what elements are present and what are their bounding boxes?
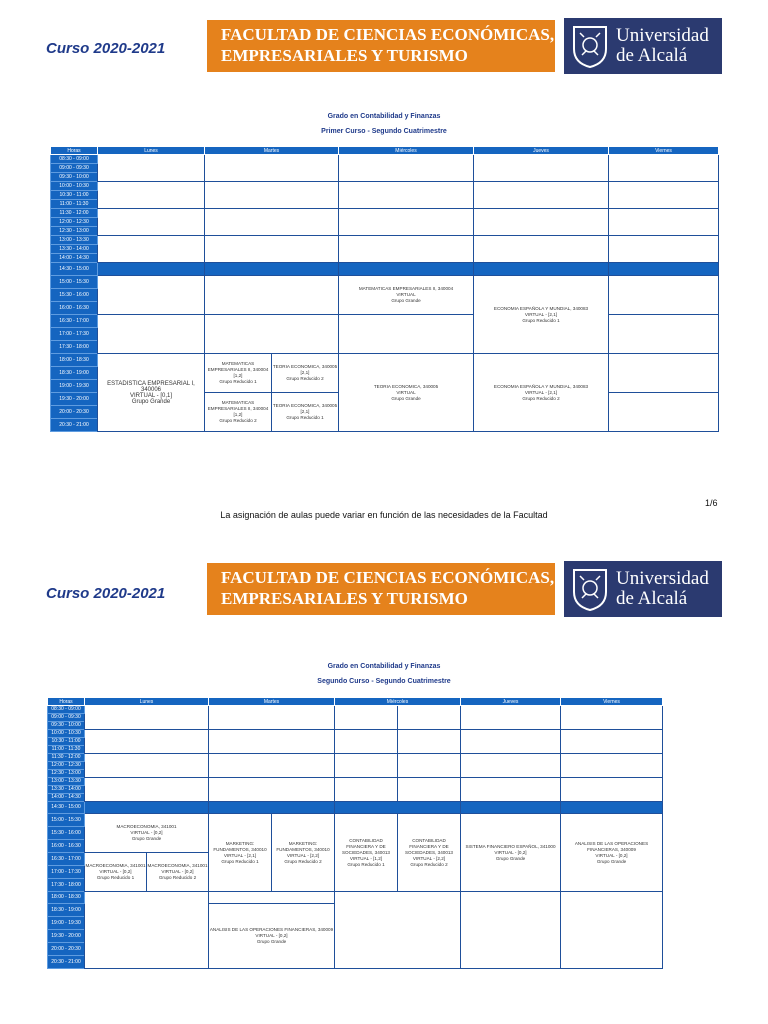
hour-cell: 20:30 - 21:00: [48, 956, 85, 969]
university-crest-icon: [570, 566, 610, 612]
class-block: ANALISIS DE LAS OPERACIONES FINANCIERAS, 340009 VIRTUAL - [0,2] Grupo Grande: [209, 904, 335, 969]
hour-cell: 12:30 - 13:00: [48, 770, 85, 778]
col-viernes: Viernes: [609, 147, 719, 155]
hour-cell: 20:30 - 21:00: [51, 419, 98, 432]
hour-cell: 17:00 - 17:30: [48, 866, 85, 879]
hour-cell: 11:30 - 12:00: [51, 209, 98, 218]
hour-cell: 17:30 - 18:00: [51, 341, 98, 354]
hour-cell: 18:30 - 19:00: [48, 904, 85, 917]
course-year: Curso 2020-2021: [46, 585, 166, 602]
hour-cell: 09:00 - 09:30: [51, 164, 98, 173]
hour-cell: 09:00 - 09:30: [48, 714, 85, 722]
hour-cell: 11:00 - 11:30: [48, 746, 85, 754]
hour-cell: 14:00 - 14:30: [48, 794, 85, 802]
class-block: SISTEMA FINANCIERO ESPAÑOL, 341000 VIRTUAL - [0,2] Grupo Grande: [461, 814, 561, 892]
hour-cell: 15:30 - 16:00: [51, 289, 98, 302]
hour-cell: 15:00 - 15:30: [51, 276, 98, 289]
faculty-line-1: FACULTAD DE CIENCIAS ECONÓMICAS,: [221, 25, 555, 44]
class-block: TEORIA ECONOMICA, 340005 VIRTUAL Grupo Grande: [339, 354, 474, 432]
col-lunes: Lunes: [98, 147, 205, 155]
university-logo: [564, 561, 722, 617]
hour-cell: 09:30 - 10:00: [48, 722, 85, 730]
class-block: ECONOMIA ESPAÑOLA Y MUNDIAL, 340083 VIRTUAL - [2,1] Grupo Reducido 2: [474, 354, 609, 432]
hour-cell: 14:30 - 15:00: [51, 263, 98, 276]
hour-cell: 18:00 - 18:30: [51, 354, 98, 367]
hour-cell: 19:30 - 20:00: [51, 393, 98, 406]
class-block: TEORIA ECONOMICA, 340005 [2,1] Grupo Reducido 1: [272, 393, 339, 432]
hour-cell: 19:00 - 19:30: [51, 380, 98, 393]
hour-cell: 19:00 - 19:30: [48, 917, 85, 930]
class-block: MACROECONOMIA, 341001 VIRTUAL - [0,2] Grupo Reducido 2: [147, 853, 209, 892]
course-year: Curso 2020-2021: [46, 40, 166, 57]
hour-cell: 12:00 - 12:30: [51, 218, 98, 227]
course-subtitle: Segundo Curso - Segundo Cuatrimestre: [317, 678, 451, 685]
footer-note: La asignación de aulas puede variar en función de las necesidades de la Facultad: [220, 510, 548, 520]
class-block: MATEMATICAS EMPRESARIALES II, 340004 VIRTUAL Grupo Grande: [339, 276, 474, 315]
degree-title: Grado en Contabilidad y Finanzas: [327, 113, 441, 120]
header-row: [48, 698, 663, 706]
university-name-1: Universidad: [616, 568, 709, 589]
schedule-table: [47, 697, 663, 969]
col-viernes: Viernes: [561, 698, 663, 706]
hour-cell: 16:00 - 16:30: [48, 840, 85, 853]
class-block: ECONOMIA ESPAÑOLA Y MUNDIAL, 340083 VIRTUAL - [2,1] Grupo Reducido 1: [474, 276, 609, 354]
university-name-1: Universidad: [616, 25, 709, 46]
hour-cell: 13:30 - 14:00: [51, 245, 98, 254]
faculty-line-2: EMPRESARIALES Y TURISMO: [221, 46, 468, 65]
col-jueves: Jueves: [474, 147, 609, 155]
class-block: CONTABILIDAD FINANCIERA Y DE SOCIEDADES, 340013 VIRTUAL - [1,2] Grupo Reducido 1: [335, 814, 398, 892]
hour-cell: 20:00 - 20:30: [48, 943, 85, 956]
hour-cell: 12:00 - 12:30: [48, 762, 85, 770]
hour-cell: 16:30 - 17:00: [48, 853, 85, 866]
class-block: MARKETING: FUNDAMENTOS, 340010 VIRTUAL - [2,1] Grupo Reducido 1: [209, 814, 272, 892]
hour-cell: 18:00 - 18:30: [48, 892, 85, 904]
class-block: TEORIA ECONOMICA, 340005 [2,1] Grupo Reducido 2: [272, 354, 339, 393]
faculty-line-1: FACULTAD DE CIENCIAS ECONÓMICAS,: [221, 568, 555, 587]
hour-cell: 15:00 - 15:30: [48, 814, 85, 827]
class-block: CONTABILIDAD FINANCIERA Y DE SOCIEDADES, 340013 VIRTUAL - [2,2] Grupo Reducido 2: [398, 814, 461, 892]
hour-cell: 19:30 - 20:00: [48, 930, 85, 943]
hour-cell: 17:30 - 18:00: [48, 879, 85, 892]
faculty-line-2: EMPRESARIALES Y TURISMO: [221, 589, 468, 608]
hour-cell: 13:30 - 14:00: [48, 786, 85, 794]
col-martes: Martes: [205, 147, 339, 155]
hour-cell: 13:00 - 13:30: [48, 778, 85, 786]
hour-cell: 11:30 - 12:00: [48, 754, 85, 762]
col-horas: Horas: [51, 147, 98, 155]
class-block: ESTADISTICA EMPRESARIAL I, 340006 VIRTUAL - [0,1] Grupo Grande: [98, 354, 205, 432]
university-name-2: de Alcalá: [616, 45, 688, 66]
hour-cell: 15:30 - 16:00: [48, 827, 85, 840]
page-number: 1/6: [705, 498, 718, 508]
hour-cell: 13:00 - 13:30: [51, 236, 98, 245]
col-miercoles: Miércoles: [335, 698, 461, 706]
col-martes: Martes: [209, 698, 335, 706]
class-block: MACROECONOMIA, 341001 VIRTUAL - [0,2] Grupo Reducido 1: [85, 853, 147, 892]
col-horas: Horas: [48, 698, 85, 706]
hour-cell: 14:00 - 14:30: [51, 254, 98, 263]
hour-cell: 16:00 - 16:30: [51, 302, 98, 315]
course-subtitle: Primer Curso - Segundo Cuatrimestre: [321, 128, 447, 135]
hour-cell: 17:00 - 17:30: [51, 328, 98, 341]
hour-cell: 11:00 - 11:30: [51, 200, 98, 209]
hour-cell: 14:30 - 15:00: [48, 802, 85, 814]
hour-cell: 08:30 - 09:00: [51, 155, 98, 164]
hour-cell: 20:00 - 20:30: [51, 406, 98, 419]
hour-cell: 10:00 - 10:30: [48, 730, 85, 738]
class-block: MACROECONOMIA, 341001 VIRTUAL - [0,2] Grupo Grande: [85, 814, 209, 853]
class-block: MATEMATICAS EMPRESARIALES II, 340004 [1,2] Grupo Reducido 2: [205, 393, 272, 432]
faculty-banner: [207, 563, 555, 615]
hour-cell: 09:30 - 10:00: [51, 173, 98, 182]
class-block: MATEMATICAS EMPRESARIALES II, 340004 [1,2] Grupo Reducido 1: [205, 354, 272, 393]
hour-cell: 08:30 - 09:00: [48, 706, 85, 714]
university-name-2: de Alcalá: [616, 588, 688, 609]
col-miercoles: Miércoles: [339, 147, 474, 155]
hour-cell: 10:30 - 11:00: [48, 738, 85, 746]
class-block: ANALISIS DE LAS OPERACIONES FINANCIERAS, 340009 VIRTUAL - [0,2] Grupo Grande: [561, 814, 663, 892]
col-jueves: Jueves: [461, 698, 561, 706]
col-lunes: Lunes: [85, 698, 209, 706]
hour-cell: 16:30 - 17:00: [51, 315, 98, 328]
hour-cell: 18:30 - 19:00: [51, 367, 98, 380]
hour-cell: 10:00 - 10:30: [51, 182, 98, 191]
class-block: MARKETING: FUNDAMENTOS, 340010 VIRTUAL - [2,2] Grupo Reducido 2: [272, 814, 335, 892]
hour-cell: 12:30 - 13:00: [51, 227, 98, 236]
degree-title: Grado en Contabilidad y Finanzas: [327, 663, 441, 670]
hour-cell: 10:30 - 11:00: [51, 191, 98, 200]
